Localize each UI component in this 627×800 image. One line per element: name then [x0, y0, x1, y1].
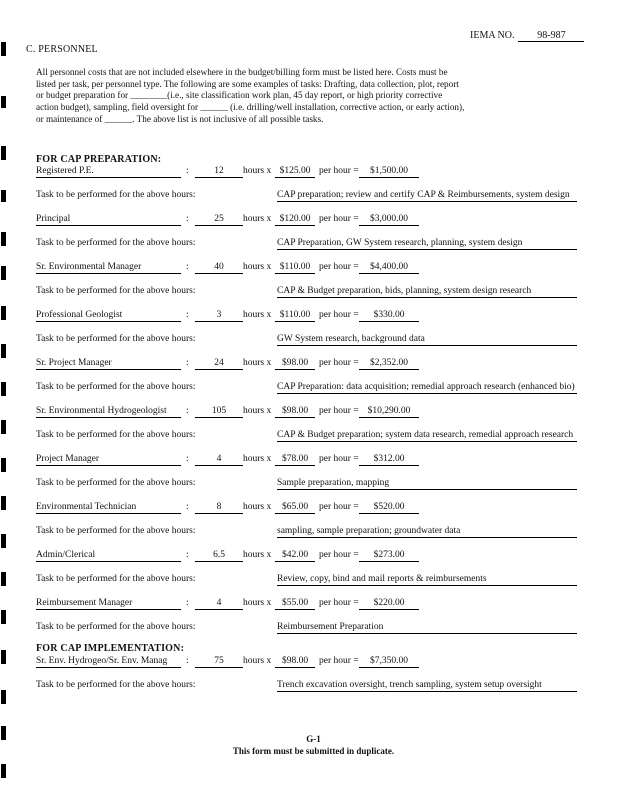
personnel-row	[36, 550, 596, 563]
hours-value: 8	[195, 502, 243, 514]
task-prompt-label: Task to be performed for the above hours:	[36, 334, 196, 344]
colon-separator: :	[186, 214, 189, 224]
task-prompt-label: Task to be performed for the above hours:	[36, 190, 196, 200]
iema-number-label: IEMA NO.	[470, 30, 515, 41]
hourly-rate: $98.00	[275, 656, 315, 668]
task-row	[36, 190, 596, 203]
hours-value: 40	[195, 262, 243, 274]
per-hour-label: per hour =	[319, 550, 359, 560]
per-hour-label: per hour =	[319, 214, 359, 224]
hourly-rate: $98.00	[275, 406, 315, 418]
hours-x-label: hours x	[243, 310, 272, 320]
hourly-rate: $125.00	[275, 166, 315, 178]
task-row	[36, 334, 596, 347]
task-description: CAP preparation; review and certify CAP & Reimbursements, system design	[277, 190, 577, 202]
hourly-rate: $65.00	[275, 502, 315, 514]
line-total: $220.00	[359, 598, 419, 610]
colon-separator: :	[186, 598, 189, 608]
colon-separator: :	[186, 358, 189, 368]
hours-value: 105	[195, 406, 243, 418]
per-hour-label: per hour =	[319, 358, 359, 368]
task-description: Trench excavation oversight, trench sampling, system setup oversight	[277, 680, 577, 692]
personnel-row	[36, 262, 596, 275]
submission-note: This form must be submitted in duplicate.	[232, 746, 395, 756]
hours-x-label: hours x	[243, 166, 272, 176]
colon-separator: :	[186, 310, 189, 320]
per-hour-label: per hour =	[319, 262, 359, 272]
task-prompt-label: Task to be performed for the above hours:	[36, 680, 196, 690]
task-description: Review, copy, bind and mail reports & reimbursements	[277, 574, 577, 586]
line-total: $273.00	[359, 550, 419, 562]
per-hour-label: per hour =	[319, 166, 359, 176]
personnel-title: Sr. Environmental Hydrogeologist	[36, 406, 181, 418]
colon-separator: :	[186, 502, 189, 512]
hourly-rate: $98.00	[275, 358, 315, 370]
hours-x-label: hours x	[243, 214, 272, 224]
personnel-title: Principal	[36, 214, 181, 226]
hours-x-label: hours x	[243, 598, 272, 608]
line-total: $2,352.00	[359, 358, 419, 370]
task-prompt-label: Task to be performed for the above hours:	[36, 526, 196, 536]
task-row	[36, 382, 596, 395]
intro-paragraph: All personnel costs that are not included elsewhere in the budget/billing form must be listed here. Costs must be listed per task, per personnel type. The following are some examples of tasks: Drafting, data collection, plot, report or budget preparation for ________(i.e., site classification work plan, 45 day report, or high priority corrective action budget), sampling, field oversight for ______ (i.e. drilling/well installation, corrective action, or early action), or maintenance of ______. The above list is not inclusive of all possible tasks.	[36, 67, 465, 124]
line-total: $3,000.00	[359, 214, 419, 226]
task-prompt-label: Task to be performed for the above hours:	[36, 622, 196, 632]
colon-separator: :	[186, 550, 189, 560]
hours-value: 4	[195, 598, 243, 610]
hourly-rate: $78.00	[275, 454, 315, 466]
hours-value: 75	[195, 656, 243, 668]
personnel-title: Sr. Env. Hydrogeo/Sr. Env. Manag	[36, 656, 181, 668]
iema-number	[470, 30, 584, 42]
per-hour-label: per hour =	[319, 656, 359, 666]
task-row	[36, 286, 596, 299]
task-row	[36, 574, 596, 587]
personnel-title: Reimbursement Manager	[36, 598, 181, 610]
line-total: $1,500.00	[359, 166, 419, 178]
per-hour-label: per hour =	[319, 502, 359, 512]
iema-number-value: 98-987	[518, 30, 584, 42]
personnel-row	[36, 656, 596, 669]
page-number: G-1	[306, 734, 321, 744]
hours-x-label: hours x	[243, 656, 272, 666]
hourly-rate: $42.00	[275, 550, 315, 562]
task-row	[36, 622, 596, 635]
personnel-title: Registered P.E.	[36, 166, 181, 178]
task-row	[36, 478, 596, 491]
personnel-title: Admin/Clerical	[36, 550, 181, 562]
personnel-row	[36, 502, 596, 515]
task-row	[36, 680, 596, 693]
hours-x-label: hours x	[243, 502, 272, 512]
hours-value: 4	[195, 454, 243, 466]
per-hour-label: per hour =	[319, 598, 359, 608]
task-prompt-label: Task to be performed for the above hours:	[36, 478, 196, 488]
hourly-rate: $110.00	[275, 262, 315, 274]
colon-separator: :	[186, 656, 189, 666]
hours-x-label: hours x	[243, 262, 272, 272]
personnel-title: Environmental Technician	[36, 502, 181, 514]
task-description: Sample preparation, mapping	[277, 478, 577, 490]
personnel-row	[36, 454, 596, 467]
task-description: CAP & Budget preparation, bids, planning, system design research	[277, 286, 577, 298]
personnel-row	[36, 310, 596, 323]
colon-separator: :	[186, 166, 189, 176]
colon-separator: :	[186, 454, 189, 464]
hours-x-label: hours x	[243, 550, 272, 560]
task-prompt-label: Task to be performed for the above hours:	[36, 286, 196, 296]
hours-value: 12	[195, 166, 243, 178]
task-row	[36, 526, 596, 539]
task-prompt-label: Task to be performed for the above hours:	[36, 238, 196, 248]
per-hour-label: per hour =	[319, 406, 359, 416]
group-heading: FOR CAP IMPLEMENTATION:	[36, 643, 185, 654]
task-prompt-label: Task to be performed for the above hours:	[36, 382, 196, 392]
colon-separator: :	[186, 406, 189, 416]
task-description: CAP Preparation: data acquisition; remedial approach research (enhanced bio)	[277, 382, 577, 394]
task-prompt-label: Task to be performed for the above hours:	[36, 430, 196, 440]
personnel-row	[36, 406, 596, 419]
task-description: Reimbursement Preparation	[277, 622, 577, 634]
personnel-row	[36, 358, 596, 371]
group-heading: FOR CAP PREPARATION:	[36, 154, 162, 165]
per-hour-label: per hour =	[319, 454, 359, 464]
hours-value: 3	[195, 310, 243, 322]
hours-value: 6.5	[195, 550, 243, 562]
colon-separator: :	[186, 262, 189, 272]
hours-x-label: hours x	[243, 454, 272, 464]
line-total: $330.00	[359, 310, 419, 322]
line-total: $312.00	[359, 454, 419, 466]
hourly-rate: $120.00	[275, 214, 315, 226]
section-title: C. PERSONNEL	[26, 44, 98, 55]
task-description: CAP Preparation, GW System research, planning, system design	[277, 238, 577, 250]
personnel-row	[36, 598, 596, 611]
task-row	[36, 430, 596, 443]
task-prompt-label: Task to be performed for the above hours:	[36, 574, 196, 584]
hours-x-label: hours x	[243, 358, 272, 368]
hours-value: 24	[195, 358, 243, 370]
task-row	[36, 238, 596, 251]
personnel-row	[36, 214, 596, 227]
personnel-title: Professional Geologist	[36, 310, 181, 322]
personnel-title: Sr. Environmental Manager	[36, 262, 181, 274]
personnel-title: Sr. Project Manager	[36, 358, 181, 370]
personnel-row	[36, 166, 596, 179]
hourly-rate: $110.00	[275, 310, 315, 322]
hourly-rate: $55.00	[275, 598, 315, 610]
task-description: sampling, sample preparation; groundwater data	[277, 526, 577, 538]
per-hour-label: per hour =	[319, 310, 359, 320]
hours-x-label: hours x	[243, 406, 272, 416]
hours-value: 25	[195, 214, 243, 226]
line-total: $7,350.00	[359, 656, 419, 668]
task-description: CAP & Budget preparation; system data research, remedial approach research	[277, 430, 577, 442]
binder-marks	[0, 0, 8, 800]
personnel-title: Project Manager	[36, 454, 181, 466]
line-total: $520.00	[359, 502, 419, 514]
line-total: $4,400.00	[359, 262, 419, 274]
task-description: GW System research, background data	[277, 334, 577, 346]
line-total: $10,290.00	[359, 406, 419, 418]
page-footer	[0, 733, 627, 757]
